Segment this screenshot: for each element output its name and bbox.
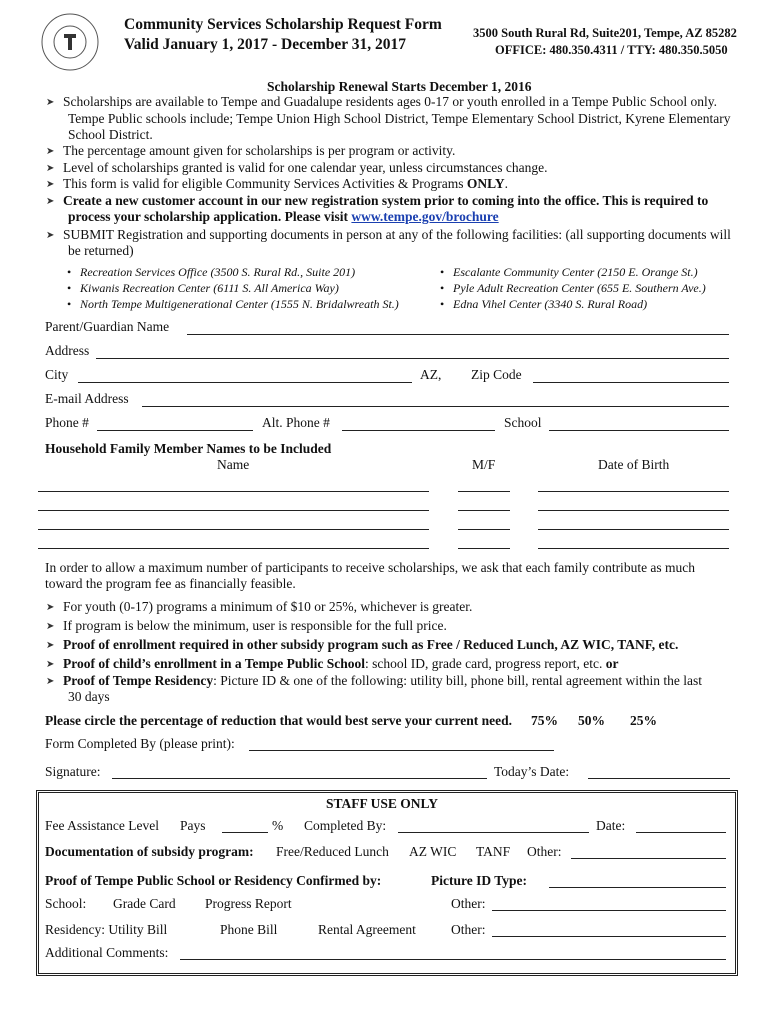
renewal-heading: Scholarship Renewal Starts December 1, 2016 (267, 79, 532, 94)
intro-line: be returned) (68, 243, 134, 258)
policy-bullet: Proof of enrollment required in other subsidy program such as Free / Reduced Lunch, AZ WIC, TANF, etc. (63, 637, 679, 652)
alt-phone-field[interactable] (342, 430, 495, 431)
subsidy-other-field[interactable] (571, 858, 726, 859)
intro-line: The percentage amount given for scholarships is per program or activity. (63, 143, 456, 158)
doc-subsidy-label: Documentation of subsidy program: (45, 844, 254, 859)
grade-card-option[interactable]: Grade Card (113, 896, 176, 911)
picture-id-label: Picture ID Type: (431, 873, 527, 888)
intro-line (68, 209, 499, 225)
intro-line: Level of scholarships granted is valid for one calendar year, unless circumstances change. (63, 160, 548, 175)
policy-bullet (63, 673, 702, 689)
policy-paragraph: toward the program fee as financially feasible. (45, 576, 296, 591)
intro-line: School District. (68, 127, 153, 142)
signature-field[interactable] (112, 778, 487, 779)
policy-bold: Proof of Tempe Residency (63, 673, 214, 688)
todays-date-label: Today’s Date: (494, 764, 570, 779)
member-name-field[interactable] (38, 491, 429, 492)
office-phone: OFFICE: 480.350.4311 / TTY: 480.350.5050 (495, 43, 728, 57)
brochure-link[interactable]: www.tempe.gov/brochure (351, 209, 499, 224)
staff-completed-by-label: Completed By: (304, 818, 387, 833)
facility-item: • Pyle Adult Recreation Center (655 E. Southern Ave.) (453, 281, 706, 296)
intro-text: This form is valid for eligible Community Services Activities & Programs (63, 176, 467, 191)
tanf-option[interactable]: TANF (476, 844, 511, 859)
residency-label: Residency: Utility Bill (45, 922, 168, 937)
policy-or: or (605, 656, 619, 671)
subsidy-other-label: Other: (527, 844, 562, 859)
arrow-bullet-icon: ➤ (46, 179, 55, 190)
col-dob-header: Date of Birth (598, 457, 670, 472)
alt-phone-label: Alt. Phone # (262, 415, 330, 430)
parent-name-field[interactable] (187, 334, 729, 335)
phone-field[interactable] (97, 430, 253, 431)
valid-dates: Valid January 1, 2017 - December 31, 2017 (124, 36, 407, 53)
arrow-bullet-icon: ➤ (46, 621, 55, 632)
phone-bill-option[interactable]: Phone Bill (220, 922, 278, 937)
signature-label: Signature: (45, 764, 101, 779)
household-title: Household Family Member Names to be Included (45, 441, 332, 456)
only-emphasis: ONLY (466, 176, 505, 191)
completed-by-label: Form Completed By (please print): (45, 736, 235, 751)
residency-other-label: Other: (451, 922, 486, 937)
arrow-bullet-icon: ➤ (46, 163, 55, 174)
fee-level-label: Fee Assistance Level (45, 818, 159, 833)
form-title: Community Services Scholarship Request Form (124, 16, 442, 33)
intro-line: SUBMIT Registration and supporting documents in person at any of the following facilities: (all supporting documents will (63, 227, 731, 242)
rental-agreement-option[interactable]: Rental Agreement (318, 922, 416, 937)
intro-period: . (504, 176, 508, 191)
intro-line: Tempe Public schools include; Tempe Union High School District, Tempe Elementary School District, Kyrene Elementary (68, 111, 731, 126)
city-label: City (45, 367, 69, 382)
todays-date-field[interactable] (588, 778, 730, 779)
school-label: School (504, 415, 542, 430)
member-dob-field[interactable] (538, 529, 729, 530)
policy-paragraph: In order to allow a maximum number of participants to receive scholarships, we ask that each family contribute as much (45, 560, 696, 575)
arrow-bullet-icon: ➤ (46, 230, 55, 241)
member-name-field[interactable] (38, 510, 429, 511)
policy-bold: Proof of child’s enrollment in a Tempe Public School (63, 656, 366, 671)
school-other-label: Other: (451, 896, 486, 911)
free-lunch-option[interactable]: Free/Reduced Lunch (276, 844, 389, 859)
arrow-bullet-icon: ➤ (46, 146, 55, 157)
member-mf-field[interactable] (458, 548, 510, 549)
facility-item: • Recreation Services Office (3500 S. Rural Rd., Suite 201) (80, 265, 355, 280)
member-name-field[interactable] (38, 548, 429, 549)
email-label: E-mail Address (45, 391, 129, 406)
office-address: 3500 South Rural Rd, Suite201, Tempe, AZ 85282 (473, 26, 737, 40)
arrow-bullet-icon: ➤ (46, 659, 55, 670)
percent-75-option[interactable]: 75% (531, 713, 558, 728)
zip-label: Zip Code (471, 367, 522, 382)
arrow-bullet-icon: ➤ (46, 602, 55, 613)
phone-label: Phone # (45, 415, 89, 430)
zip-field[interactable] (533, 382, 729, 383)
policy-text: : Picture ID & one of the following: utility bill, phone bill, rental agreement within the last (213, 673, 703, 688)
school-field[interactable] (549, 430, 729, 431)
facility-item: • North Tempe Multigenerational Center (1555 N. Bridalwreath St.) (80, 297, 399, 312)
staff-title: STAFF USE ONLY (326, 796, 439, 811)
policy-bullet-cont: 30 days (68, 689, 110, 704)
policy-bullet: For youth (0-17) programs a minimum of $10 or 25%, whichever is greater. (63, 599, 473, 614)
comments-field[interactable] (180, 959, 726, 960)
member-name-field[interactable] (38, 529, 429, 530)
percent-25-option[interactable]: 25% (630, 713, 657, 728)
circle-instruction: Please circle the percentage of reduction that would best serve your current need. (45, 713, 513, 728)
arrow-bullet-icon: ➤ (46, 97, 55, 108)
facility-item: • Edna Vihel Center (3340 S. Rural Road) (453, 297, 647, 312)
completed-by-field[interactable] (249, 750, 554, 751)
parent-label: Parent/Guardian Name (45, 319, 170, 334)
address-label: Address (45, 343, 90, 358)
city-field[interactable] (78, 382, 412, 383)
staff-date-field[interactable] (636, 832, 726, 833)
city-logo (40, 12, 100, 72)
address-field[interactable] (96, 358, 729, 359)
az-wic-option[interactable]: AZ WIC (409, 844, 457, 859)
residency-other-field[interactable] (492, 936, 726, 937)
school-proof-label: School: (45, 896, 87, 911)
col-name-header: Name (217, 457, 250, 472)
policy-bullet (63, 656, 618, 672)
pays-label: Pays (180, 818, 206, 833)
member-mf-field[interactable] (458, 491, 510, 492)
intro-line: Create a new customer account in our new registration system prior to coming into the office. This is required to (63, 193, 709, 208)
state-label: AZ, (420, 367, 442, 382)
member-dob-field[interactable] (538, 510, 729, 511)
school-other-field[interactable] (492, 910, 726, 911)
member-mf-field[interactable] (458, 510, 510, 511)
policy-bullet: If program is below the minimum, user is responsible for the full price. (63, 618, 447, 633)
arrow-bullet-icon: ➤ (46, 196, 55, 207)
facility-item: • Kiwanis Recreation Center (6111 S. All America Way) (80, 281, 339, 296)
member-dob-field[interactable] (538, 548, 729, 549)
col-mf-header: M/F (472, 457, 496, 472)
intro-line: Scholarships are available to Tempe and Guadalupe residents ages 0-17 or youth enrolled in a Tempe Public School only. (63, 94, 717, 109)
policy-text: : school ID, grade card, progress report, etc. (365, 656, 606, 671)
percent-50-option[interactable]: 50% (578, 713, 605, 728)
email-field[interactable] (142, 406, 729, 407)
arrow-bullet-icon: ➤ (46, 640, 55, 651)
percent-label: % (272, 818, 284, 833)
progress-report-option[interactable]: Progress Report (205, 896, 292, 911)
picture-id-field[interactable] (549, 887, 726, 888)
arrow-bullet-icon: ➤ (46, 676, 55, 687)
intro-text: process your scholarship application. Please visit (68, 209, 352, 224)
proof-label: Proof of Tempe Public School or Residency Confirmed by: (45, 873, 382, 888)
pays-field[interactable] (222, 832, 268, 833)
facility-item: • Escalante Community Center (2150 E. Orange St.) (453, 265, 698, 280)
staff-date-label: Date: (596, 818, 626, 833)
comments-label: Additional Comments: (45, 945, 169, 960)
member-mf-field[interactable] (458, 529, 510, 530)
intro-line (63, 176, 508, 192)
member-dob-field[interactable] (538, 491, 729, 492)
staff-completed-by-field[interactable] (398, 832, 589, 833)
